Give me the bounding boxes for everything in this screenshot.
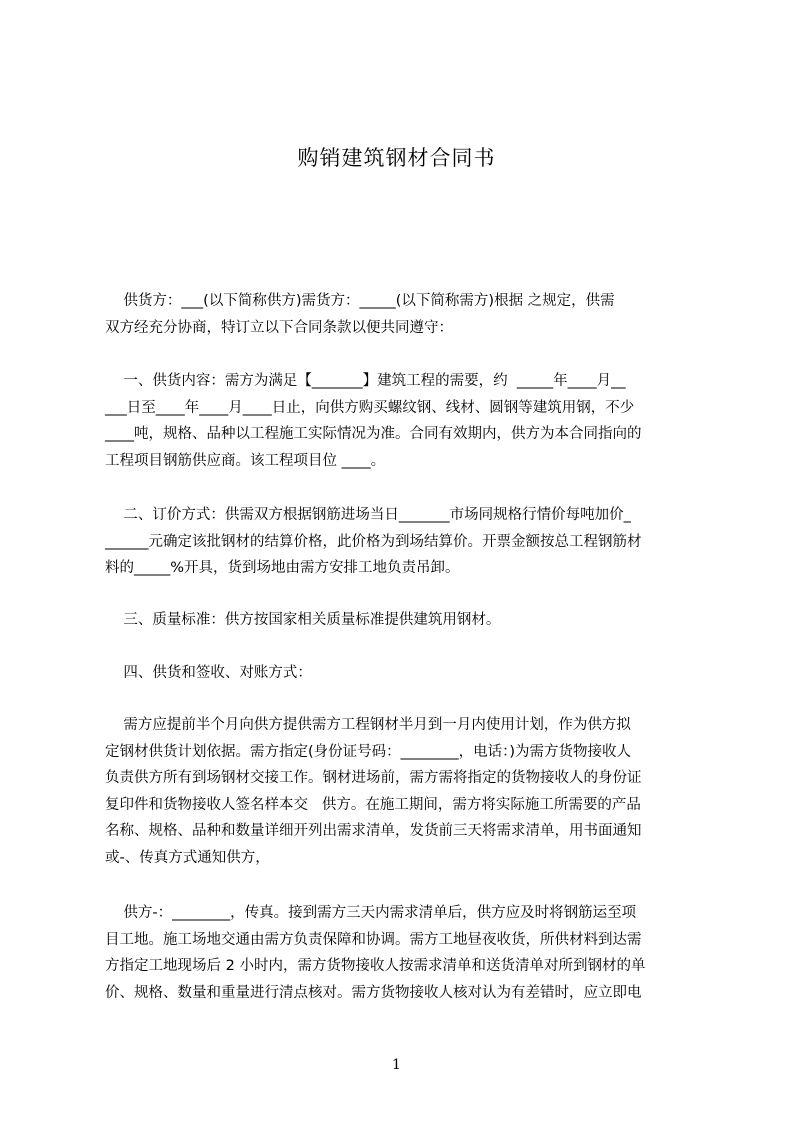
text-line: 或-、传真方式通知供方， (105, 849, 270, 866)
text-line: 供方-：________，传真。接到需方三天内需求清单后，供方应及时将钢筋运至项 (105, 905, 637, 921)
text-line: 一、供货内容：需方为满足【_______】建筑工程的需要，约 _____年____月__ (105, 373, 626, 389)
text-line: ____吨，规格、品种以工程施工实际情况为准。合同有效期内，供方为本合同指向的 (105, 426, 642, 442)
text-line: 三、质量标准：供方按国家相关质量标准提供建筑用钢材。 (105, 612, 501, 628)
text-line: ___日至____年____月____日止，向供方购买螺纹钢、线材、圆钢等建筑用钢，不少 (105, 399, 635, 416)
text-line: 负责供方所有到场钢材交接工作。钢材进场前，需方需将指定的货物接收人的身份证 (105, 770, 642, 786)
text-line: 供货方：___(以下简称供方)需货方：_____(以下简称需方)根据 之规定，供需 (105, 293, 615, 309)
text-line: 二、订价方式：供需双方根据钢筋进场当日_______市场同规格行情价每吨加价_ (105, 507, 631, 523)
text-line: 料的_____%开具，货到场地由需方安排工地负责吊卸。 (105, 560, 460, 576)
text-line: 双方经充分协商，特订立以下合同条款以便共同遵守： (105, 319, 453, 336)
paragraph-parties (105, 288, 697, 341)
text-line: 工程项目钢筋供应商。该工程项目位 ____。 (105, 452, 386, 469)
paragraph-delivery-heading (105, 660, 697, 687)
text-line: 目工地。施工场地交通由需方负责保障和协调。需方工地昼夜收货，所供材料到达需 (105, 931, 642, 948)
document-title: 购销建筑钢材合同书 (297, 146, 496, 170)
paragraph-supply-content (105, 368, 697, 474)
text-line: 需方应提前半个月向供方提供需方工程钢材半月到一月内使用计划，作为供方拟 (105, 717, 631, 733)
paragraph-plan (105, 712, 697, 871)
page-number: 1 (392, 1057, 401, 1073)
paragraph-quality (105, 607, 697, 634)
text-line: 复印件和货物接收人签名样本交 供方。在施工期间，需方将实际施工所需要的产品 (105, 796, 641, 813)
text-line: 方指定工地现场后 2 小时内，需方货物接收人按需求清单和送货清单对所到钢材的单 (105, 958, 646, 974)
text-line: 名称、规格、品种和数量详细开列出需求清单，发货前三天将需求清单，用书面通知 (105, 823, 642, 839)
paragraph-supplier-delivery (105, 900, 697, 1006)
text-line: ______元确定该批钢材的结算价格，此价格为到场结算价。开票金额按总工程钢筋材 (105, 533, 642, 550)
text-line: 价、规格、数量和重量进行清点核对。需方货物接收人核对认为有差错时，应立即电 (105, 984, 642, 1001)
paragraph-pricing (105, 502, 697, 582)
text-line: 定钢材供货计划依据。需方指定(身份证号码：________，电话：)为需方货物接收人 (105, 743, 632, 760)
text-line: 四、供货和签收、对账方式： (105, 665, 312, 681)
